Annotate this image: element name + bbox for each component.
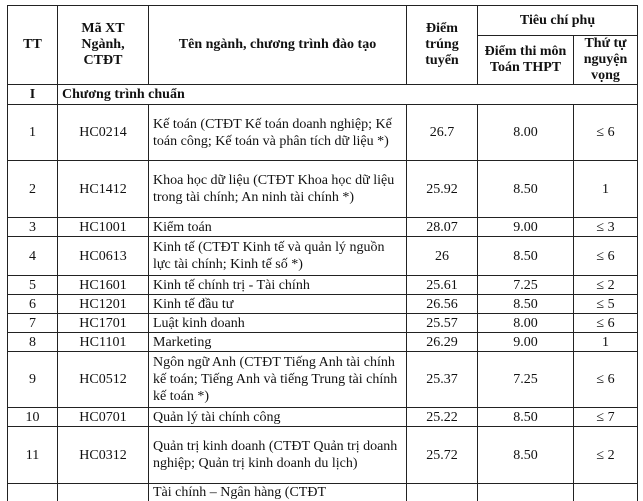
header-code: Mã XT Ngành, CTĐT — [58, 6, 149, 85]
row-wish: ≤ 3 — [574, 218, 638, 237]
row-math: 7.25 — [478, 276, 574, 295]
row-tt: 5 — [8, 276, 58, 295]
row-code: HC0312 — [58, 427, 149, 484]
row-wish: ≤ 5 — [574, 295, 638, 314]
table-row — [8, 408, 638, 427]
row-score: 28.07 — [407, 218, 478, 237]
row-wish: ≤ 6 — [574, 237, 638, 276]
row-wish: ≤ 6 — [574, 314, 638, 333]
row-wish: 1 — [574, 333, 638, 352]
row-wish: ≤ 7 — [574, 408, 638, 427]
table-row — [8, 352, 638, 408]
row-math: 8.00 — [478, 105, 574, 161]
row-name: Ngôn ngữ Anh (CTĐT Tiếng Anh tài chính kế toán; Tiếng Anh và tiếng Trung tài chính kế toán *) — [149, 352, 407, 408]
row-code: HC0701 — [58, 408, 149, 427]
row-score: 25.72 — [407, 427, 478, 484]
row-tt: 2 — [8, 161, 58, 218]
row-tt: 9 — [8, 352, 58, 408]
row-code: HC0512 — [58, 352, 149, 408]
row-math: 7.25 — [478, 352, 574, 408]
row-code: HC1412 — [58, 161, 149, 218]
row-tt: 4 — [8, 237, 58, 276]
row-name: Kinh tế chính trị - Tài chính — [149, 276, 407, 295]
row-code: HC1101 — [58, 333, 149, 352]
section-title: Chương trình chuẩn — [58, 85, 638, 105]
table-row — [8, 276, 638, 295]
table-row — [8, 105, 638, 161]
row-code: HC0613 — [58, 237, 149, 276]
header-tt: TT — [8, 6, 58, 85]
row-tt: 11 — [8, 427, 58, 484]
row-math: 8.00 — [478, 314, 574, 333]
row-tt: 1 — [8, 105, 58, 161]
row-name: Marketing — [149, 333, 407, 352]
row-name: Tài chính – Ngân hàng (CTĐT — [149, 484, 407, 501]
table-row — [8, 237, 638, 276]
row-score: 25.22 — [407, 408, 478, 427]
header-name: Tên ngành, chương trình đào tạo — [149, 6, 407, 85]
row-math: 8.50 — [478, 408, 574, 427]
row-name: Kinh tế (CTĐT Kinh tế và quản lý nguồn lực tài chính; Kinh tế số *) — [149, 237, 407, 276]
row-math: 9.00 — [478, 218, 574, 237]
row-code: HC1001 — [58, 218, 149, 237]
row-score: 26.7 — [407, 105, 478, 161]
table-row — [8, 427, 638, 484]
row-name: Kế toán (CTĐT Kế toán doanh nghiệp; Kế toán công; Kế toán và phân tích dữ liệu *) — [149, 105, 407, 161]
row-score: 26.29 — [407, 333, 478, 352]
row-wish: ≤ 6 — [574, 352, 638, 408]
row-score: 26.56 — [407, 295, 478, 314]
table-row — [8, 295, 638, 314]
row-math: 8.50 — [478, 295, 574, 314]
header-math: Điểm thi môn Toán THPT — [478, 36, 574, 85]
header-sub-criteria: Tiêu chí phụ — [478, 6, 638, 36]
row-wish: 1 — [574, 161, 638, 218]
row-code: HC0214 — [58, 105, 149, 161]
row-score: 25.57 — [407, 314, 478, 333]
table-row-partial — [8, 484, 638, 501]
row-tt: 6 — [8, 295, 58, 314]
row-tt: 8 — [8, 333, 58, 352]
row-code: HC1601 — [58, 276, 149, 295]
row-score: 25.92 — [407, 161, 478, 218]
row-name: Kiểm toán — [149, 218, 407, 237]
row-math: 9.00 — [478, 333, 574, 352]
row-score: 25.61 — [407, 276, 478, 295]
row-name: Quản lý tài chính công — [149, 408, 407, 427]
row-name: Kinh tế đầu tư — [149, 295, 407, 314]
row-name: Khoa học dữ liệu (CTĐT Khoa học dữ liệu trong tài chính; An ninh tài chính *) — [149, 161, 407, 218]
table-row — [8, 314, 638, 333]
row-code: HC1701 — [58, 314, 149, 333]
table-row — [8, 333, 638, 352]
row-tt: 10 — [8, 408, 58, 427]
row-score: 25.37 — [407, 352, 478, 408]
table-row — [8, 218, 638, 237]
table-row — [8, 161, 638, 218]
section-row — [8, 85, 638, 105]
row-tt: 3 — [8, 218, 58, 237]
header-score: Điểm trúng tuyển — [407, 6, 478, 85]
row-code: HC1201 — [58, 295, 149, 314]
row-wish: ≤ 2 — [574, 427, 638, 484]
header-wish: Thứ tự nguyện vọng — [574, 36, 638, 85]
row-wish: ≤ 6 — [574, 105, 638, 161]
row-tt: 7 — [8, 314, 58, 333]
row-wish: ≤ 2 — [574, 276, 638, 295]
section-number: I — [8, 85, 58, 105]
row-math: 8.50 — [478, 161, 574, 218]
row-name: Quản trị kinh doanh (CTĐT Quản trị doanh nghiệp; Quản trị kinh doanh du lịch) — [149, 427, 407, 484]
row-name: Luật kinh doanh — [149, 314, 407, 333]
row-math: 8.50 — [478, 427, 574, 484]
admission-score-table — [7, 5, 638, 501]
row-math: 8.50 — [478, 237, 574, 276]
row-score: 26 — [407, 237, 478, 276]
